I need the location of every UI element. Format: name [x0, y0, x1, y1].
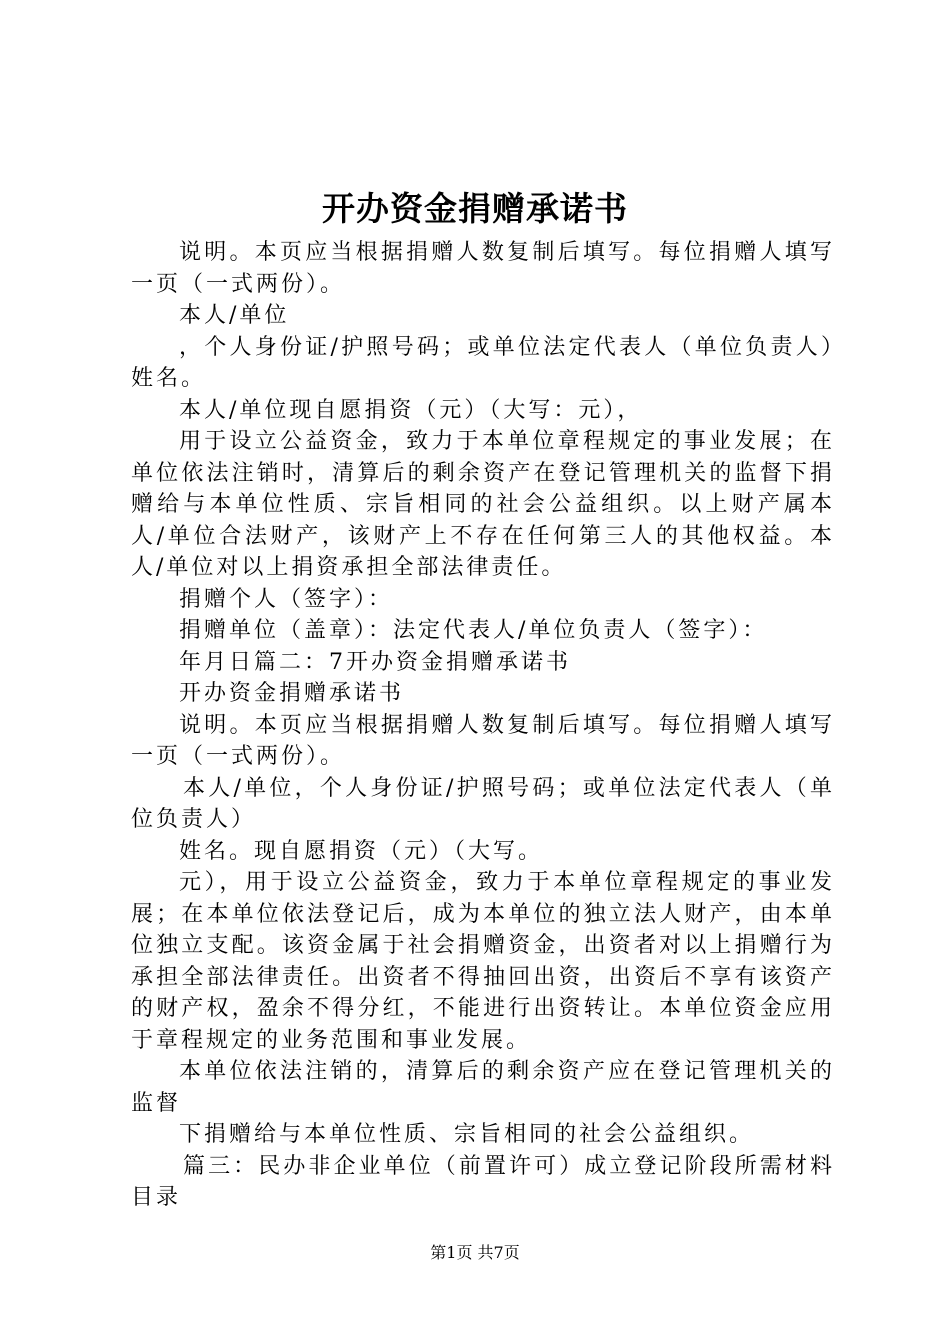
paragraph-donation-amount: 本人/单位现自愿捐资（元）（大写：元），	[179, 397, 643, 423]
document-title: 开办资金捐赠承诺书	[322, 189, 628, 228]
paragraph-part-two-transfer: 下捐赠给与本单位性质、宗旨相同的社会公益组织。	[179, 1122, 755, 1147]
paragraph-instructions: 说明。本页应当根据捐赠人数复制后填写。每位捐赠人填写一页（一式两份）。	[131, 240, 835, 297]
document-body	[131, 237, 835, 1214]
paragraph-purpose: 用于设立公益资金，致力于本单位章程规定的事业发展；在单位依法注销时，清算后的剩余资产在登记管理机关的监督下捐赠给与本单位性质、宗旨相同的社会公益组织。以上财产属本人/单位合法财产，该财产上不存在任何第三人的其他权益。本人/单位对以上捐资承担全部法律责任。	[131, 429, 835, 580]
paragraph-donor-name: 本人/单位	[179, 303, 290, 328]
paragraph-part-two-instructions: 说明。本页应当根据捐赠人数复制后填写。每位捐赠人填写一页（一式两份）。	[131, 712, 835, 769]
page-number-footer: 第1页 共7页	[430, 1243, 520, 1262]
paragraph-signature-person: 捐赠个人（签字）：	[179, 586, 394, 612]
paragraph-part-two-dissolution: 本单位依法注销的，清算后的剩余资产应在登记管理机关的监督	[131, 1059, 835, 1116]
paragraph-part-two-donor: 本人/单位，个人身份证/护照号码；或单位法定代表人（单位负责人）	[131, 775, 835, 832]
paragraph-id-number: ，个人身份证/护照号码；或单位法定代表人（单位负责人）姓名。	[131, 334, 835, 391]
paragraph-part-two-purpose: 元），用于设立公益资金，致力于本单位章程规定的事业发展；在本单位依法登记后，成为本单位的独立法人财产，由本单位独立支配。该资金属于社会捐赠资金，出资者对以上捐赠行为承担全部法律责任。出资者不得抽回出资，出资后不享有该资产的财产权，盈余不得分红，不能进行出资转让。本单位资金应用于章程规定的业务范围和事业发展。	[131, 870, 835, 1053]
paragraph-part-three-title: 篇三：民办非企业单位（前置许可）成立登记阶段所需材料目录	[131, 1153, 835, 1210]
paragraph-signature-unit: 捐赠单位（盖章）：法定代表人/单位负责人（签字）：	[179, 618, 768, 643]
paragraph-part-two-amount: 姓名。现自愿捐资（元）（大写。	[179, 838, 544, 864]
paragraph-date-part-two: 年月日篇二：7开办资金捐赠承诺书	[179, 649, 571, 675]
paragraph-part-two-title: 开办资金捐赠承诺书	[179, 681, 405, 706]
